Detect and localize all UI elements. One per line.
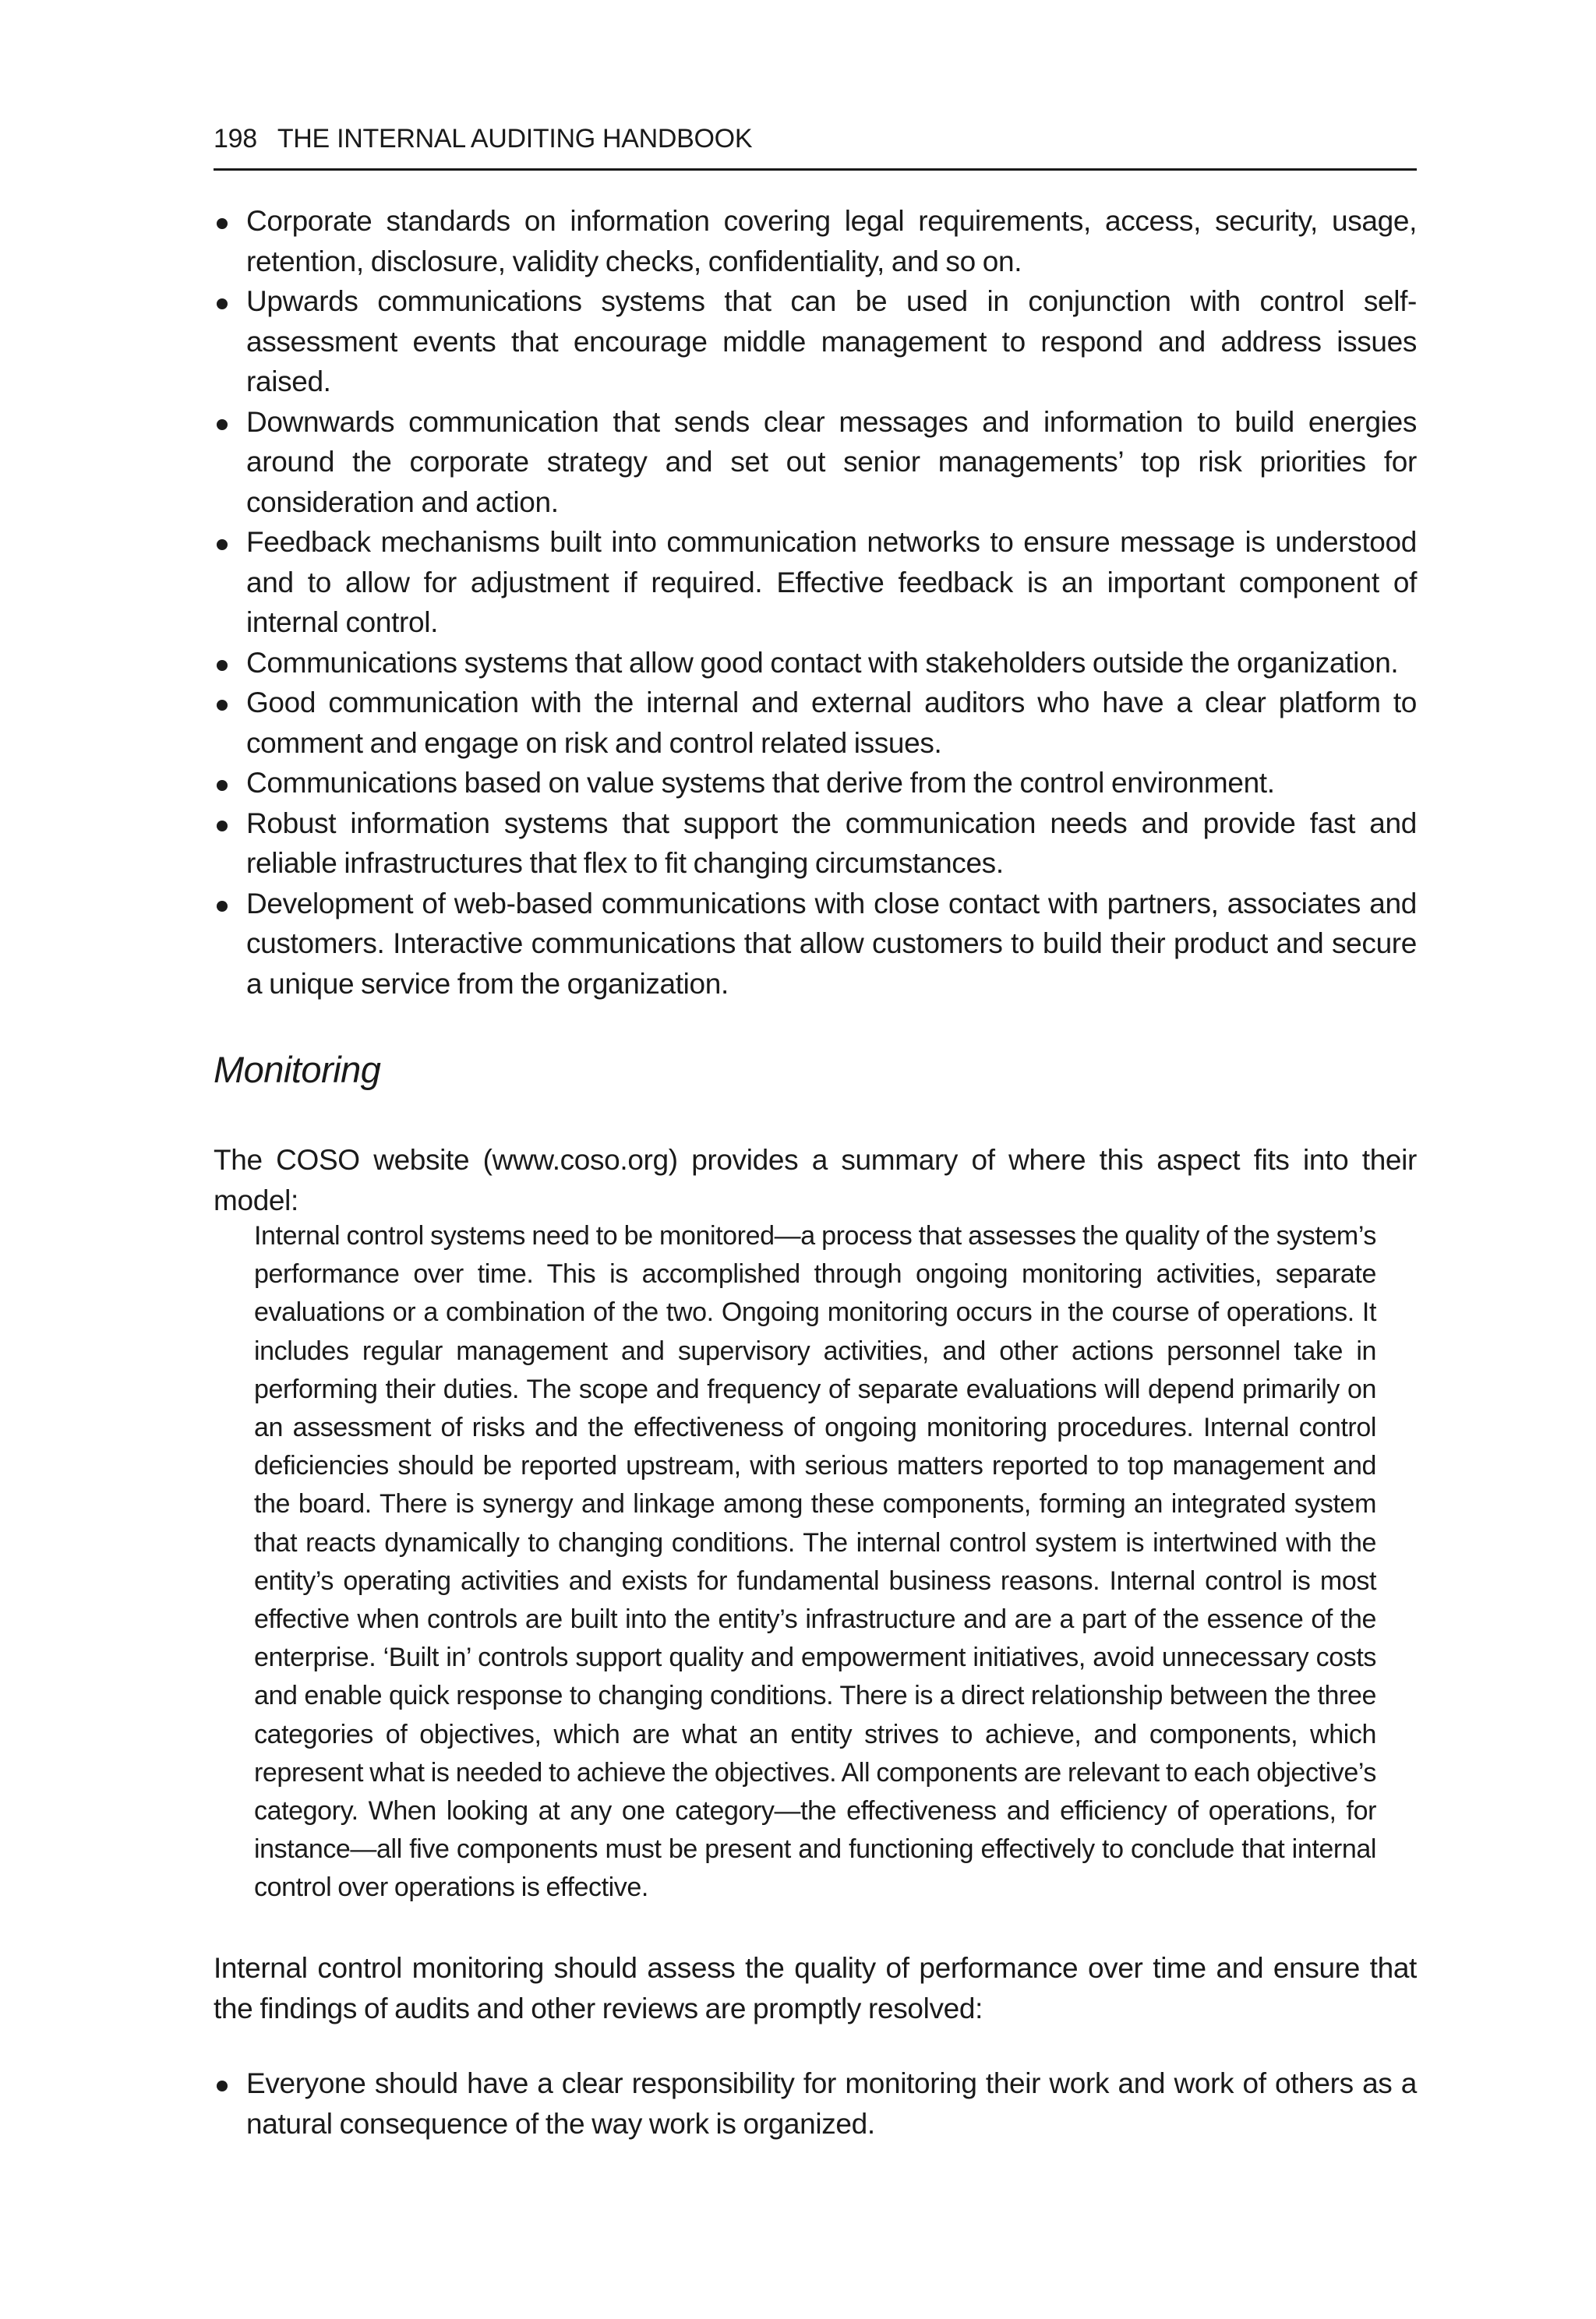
bullet-item: [214, 803, 1417, 884]
bullet-dot-icon: [217, 2081, 228, 2091]
bullet-dot-icon: [217, 700, 228, 711]
bullet-text: Upwards communications systems that can be used in conjunction with control self-assessment events that encourage middle management to respond and address issues raised.: [246, 285, 1417, 397]
bullet-item: [214, 884, 1417, 1004]
bullet-dot-icon: [217, 660, 228, 671]
book-title: THE INTERNAL AUDITING HANDBOOK: [277, 124, 753, 154]
bullet-dot-icon: [217, 419, 228, 430]
bullet-text: Good communication with the internal and external auditors who have a clear platform to comment and engage on risk and control related issues.: [246, 687, 1417, 759]
bullet-text: Development of web-based communications with close contact with partners, associates and customers. Interactive communications that allow customers to build their product and secure a unique service from the organization.: [246, 887, 1417, 1000]
communication-bullet-list: [214, 201, 1417, 1004]
bullet-dot-icon: [217, 780, 228, 791]
followup-paragraph: Internal control monitoring should assess the quality of performance over time and ensure that the findings of audits and other reviews are promptly resolved:: [214, 1952, 1417, 2024]
bullet-dot-icon: [217, 298, 228, 309]
section-heading-monitoring: Monitoring: [214, 1049, 381, 1090]
page-number: 198: [214, 124, 257, 154]
bullet-dot-icon: [217, 901, 228, 912]
bullet-item: [214, 402, 1417, 523]
bullet-item: [214, 763, 1417, 803]
bullet-dot-icon: [217, 539, 228, 550]
bullet-dot-icon: [217, 218, 228, 229]
bullet-text: Communications based on value systems that derive from the control environment.: [246, 767, 1275, 799]
monitoring-bullet-list: [214, 2063, 1417, 2144]
bullet-text: Corporate standards on information covering legal requirements, access, security, usage, retention, disclosure, validity checks, confidentiality, and so on.: [246, 205, 1417, 277]
bullet-text: Communications systems that allow good contact with stakeholders outside the organization.: [246, 646, 1399, 679]
bullet-text: Everyone should have a clear responsibility for monitoring their work and work of others as a natural consequence of the way work is organized.: [246, 2067, 1417, 2140]
bullet-item: [214, 683, 1417, 763]
bullet-item: [214, 2063, 1417, 2144]
bullet-item: [214, 522, 1417, 643]
bullet-text: Downwards communication that sends clear messages and information to build energies around the corporate strategy and set out senior managements’ top risk priorities for consideration and action.: [246, 405, 1417, 518]
bullet-text: Robust information systems that support the communication needs and provide fast and reliable infrastructures that flex to fit changing circumstances.: [246, 807, 1417, 879]
bullet-dot-icon: [217, 821, 228, 831]
bullet-item: [214, 643, 1417, 683]
running-head: [214, 122, 1417, 171]
bullet-item: [214, 201, 1417, 281]
coso-quote: Internal control systems need to be monitored—a process that assesses the quality of the system’s performance over time. This is accomplished through ongoing monitoring activities, separate evaluations or a combination of the two. Ongoing monitoring occurs in the course of operations. It includes regular management and supervisory activities, and other actions personnel take in performing their duties. The scope and frequency of separate evaluations will depend primarily on an assessment of risks and the effectiveness of ongoing monitoring procedures. Internal control deficiencies should be reported upstream, with serious matters reported to top management and the board. There is synergy and linkage among these components, forming an integrated system that reacts dynamically to changing conditions. The internal control system is intertwined with the entity’s operating activities and exists for fundamental business reasons. Internal control is most effective when controls are built into the entity’s infrastructure and are a part of the essence of the enterprise. ‘Built in’ controls support quality and empowerment initiatives, avoid unnecessary costs and enable quick response to changing conditions. There is a direct relationship between the three categories of objectives, which are what an entity strives to achieve, and components, which represent what is needed to achieve the objectives. All components are relevant to each objective’s category. When looking at any one category—the effectiveness and efficiency of operations, for instance—all five components must be present and functioning effectively to conclude that internal control over operations is effective.: [254, 1221, 1376, 1903]
bullet-item: [214, 281, 1417, 402]
bullet-text: Feedback mechanisms built into communication networks to ensure message is understood and to allow for adjustment if required. Effective feedback is an important component of internal control.: [246, 526, 1417, 638]
intro-paragraph: The COSO website (www.coso.org) provides a summary of where this aspect fits into their model:: [214, 1144, 1417, 1216]
